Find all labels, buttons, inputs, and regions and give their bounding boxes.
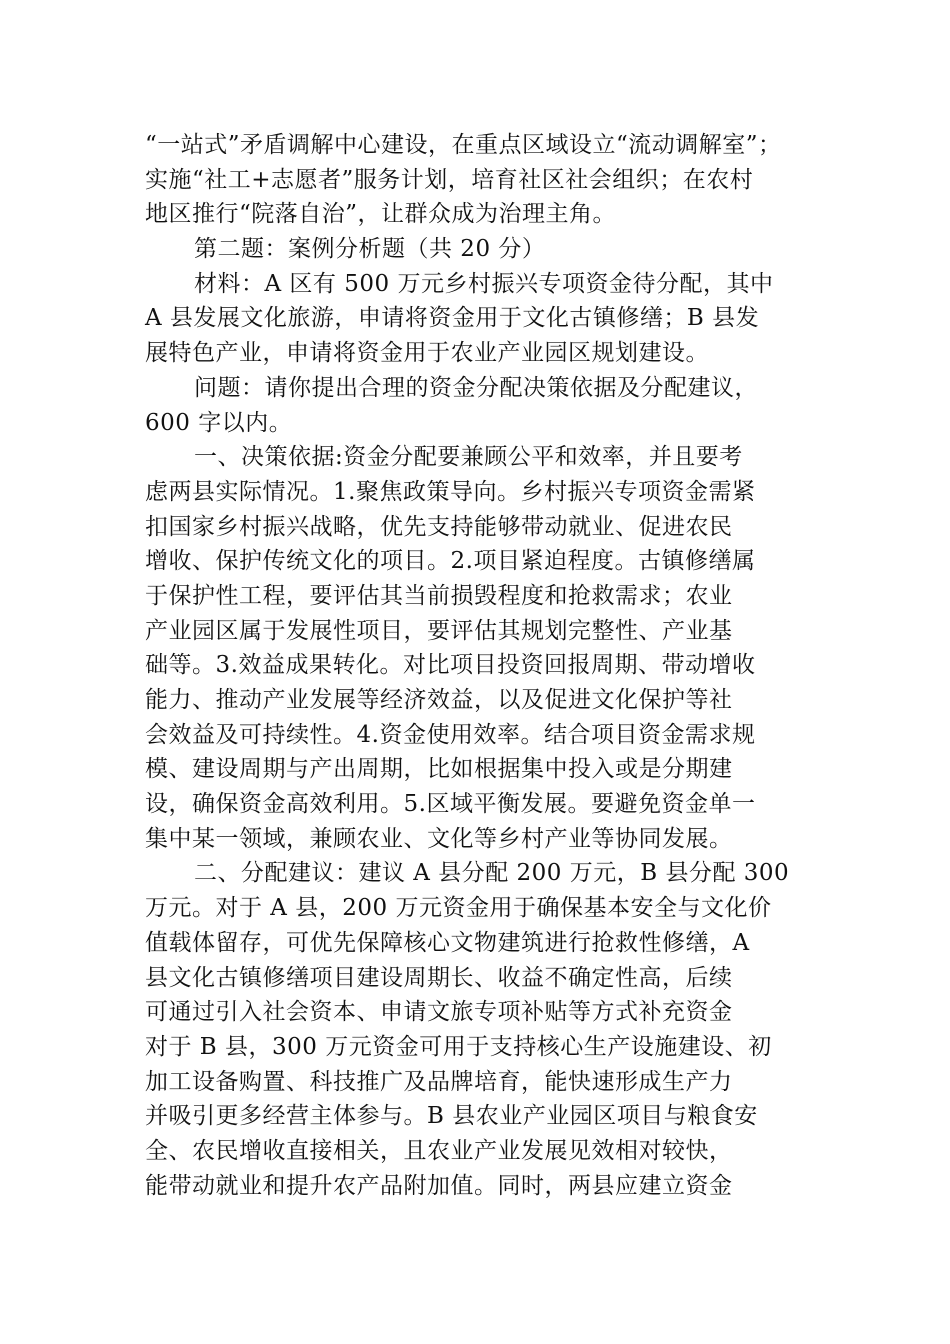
text-line: 值载体留存，可优先保障核心文物建筑进行抢救性修缮，A bbox=[145, 929, 750, 956]
text-line: 600 字以内。 bbox=[145, 409, 293, 436]
text-line: 能力、推动产业发展等经济效益，以及促进文化保护等社 bbox=[145, 687, 733, 713]
text-line: 万元。对于 A 县，200 万元资金用于确保基本安全与文化价 bbox=[145, 895, 772, 922]
text-line: 全、农民增收直接相关，且农业产业发展见效相对较快， bbox=[145, 1137, 733, 1164]
text-line: 对于 B 县，300 万元资金可用于支持核心生产设施建设、初 bbox=[145, 1033, 772, 1060]
text-line: 模、建设周期与产出周期，比如根据集中投入或是分期建 bbox=[145, 756, 733, 783]
text-line: 第二题：案例分析题（共 20 分） bbox=[194, 236, 546, 263]
text-line: 虑两县实际情况。1.聚焦政策导向。乡村振兴专项资金需紧 bbox=[145, 478, 756, 505]
document-body bbox=[145, 128, 815, 1203]
text-line: “一站式”矛盾调解中心建设，在重点区域设立“流动调解室”； bbox=[145, 132, 782, 158]
text-line: 展特色产业，申请将资金用于农业产业园区规划建设。 bbox=[145, 340, 709, 367]
text-line: 地区推行“院落自治”，让群众成为治理主角。 bbox=[145, 201, 617, 228]
text-line: 于保护性工程，要评估其当前损毁程度和抢救需求；农业 bbox=[145, 582, 733, 609]
text-line: 加工设备购置、科技推广及品牌培育，能快速形成生产力 bbox=[145, 1068, 733, 1095]
text-line: 设，确保资金高效利用。5.区域平衡发展。要避免资金单一 bbox=[145, 791, 756, 818]
text-line: 础等。3.效益成果转化。对比项目投资回报周期、带动增收 bbox=[145, 652, 756, 679]
text-line: 材料：A 区有 500 万元乡村振兴专项资金待分配，其中 bbox=[194, 270, 774, 297]
text-line: A 县发展文化旅游，申请将资金用于文化古镇修缮；B 县发 bbox=[145, 305, 760, 332]
text-line: 并吸引更多经营主体参与。B 县农业产业园区项目与粮食安 bbox=[145, 1103, 758, 1130]
text-line: 能带动就业和提升农产品附加值。同时，两县应建立资金 bbox=[145, 1172, 733, 1199]
text-line: 县文化古镇修缮项目建设周期长、收益不确定性高，后续 bbox=[145, 964, 733, 991]
text-line: 扣国家乡村振兴战略，优先支持能够带动就业、促进农民 bbox=[145, 513, 733, 540]
text-line: 产业园区属于发展性项目，要评估其规划完整性、产业基 bbox=[145, 617, 733, 644]
text-line: 集中某一领域，兼顾农业、文化等乡村产业等协同发展。 bbox=[145, 825, 733, 852]
text-line: 二、分配建议：建议 A 县分配 200 万元，B 县分配 300 bbox=[194, 860, 790, 887]
text-line: 问题：请你提出合理的资金分配决策依据及分配建议， bbox=[194, 374, 758, 401]
text-line: 增收、保护传统文化的项目。2.项目紧迫程度。古镇修缮属 bbox=[145, 548, 756, 575]
text-line: 可通过引入社会资本、申请文旅专项补贴等方式补充资金 bbox=[145, 999, 733, 1026]
text-line: 一、决策依据:资金分配要兼顾公平和效率，并且要考 bbox=[194, 444, 743, 471]
text-line: 会效益及可持续性。4.资金使用效率。结合项目资金需求规 bbox=[145, 721, 756, 748]
text-line: 实施“社工+志愿者”服务计划，培育社区社会组织；在农村 bbox=[145, 166, 754, 193]
